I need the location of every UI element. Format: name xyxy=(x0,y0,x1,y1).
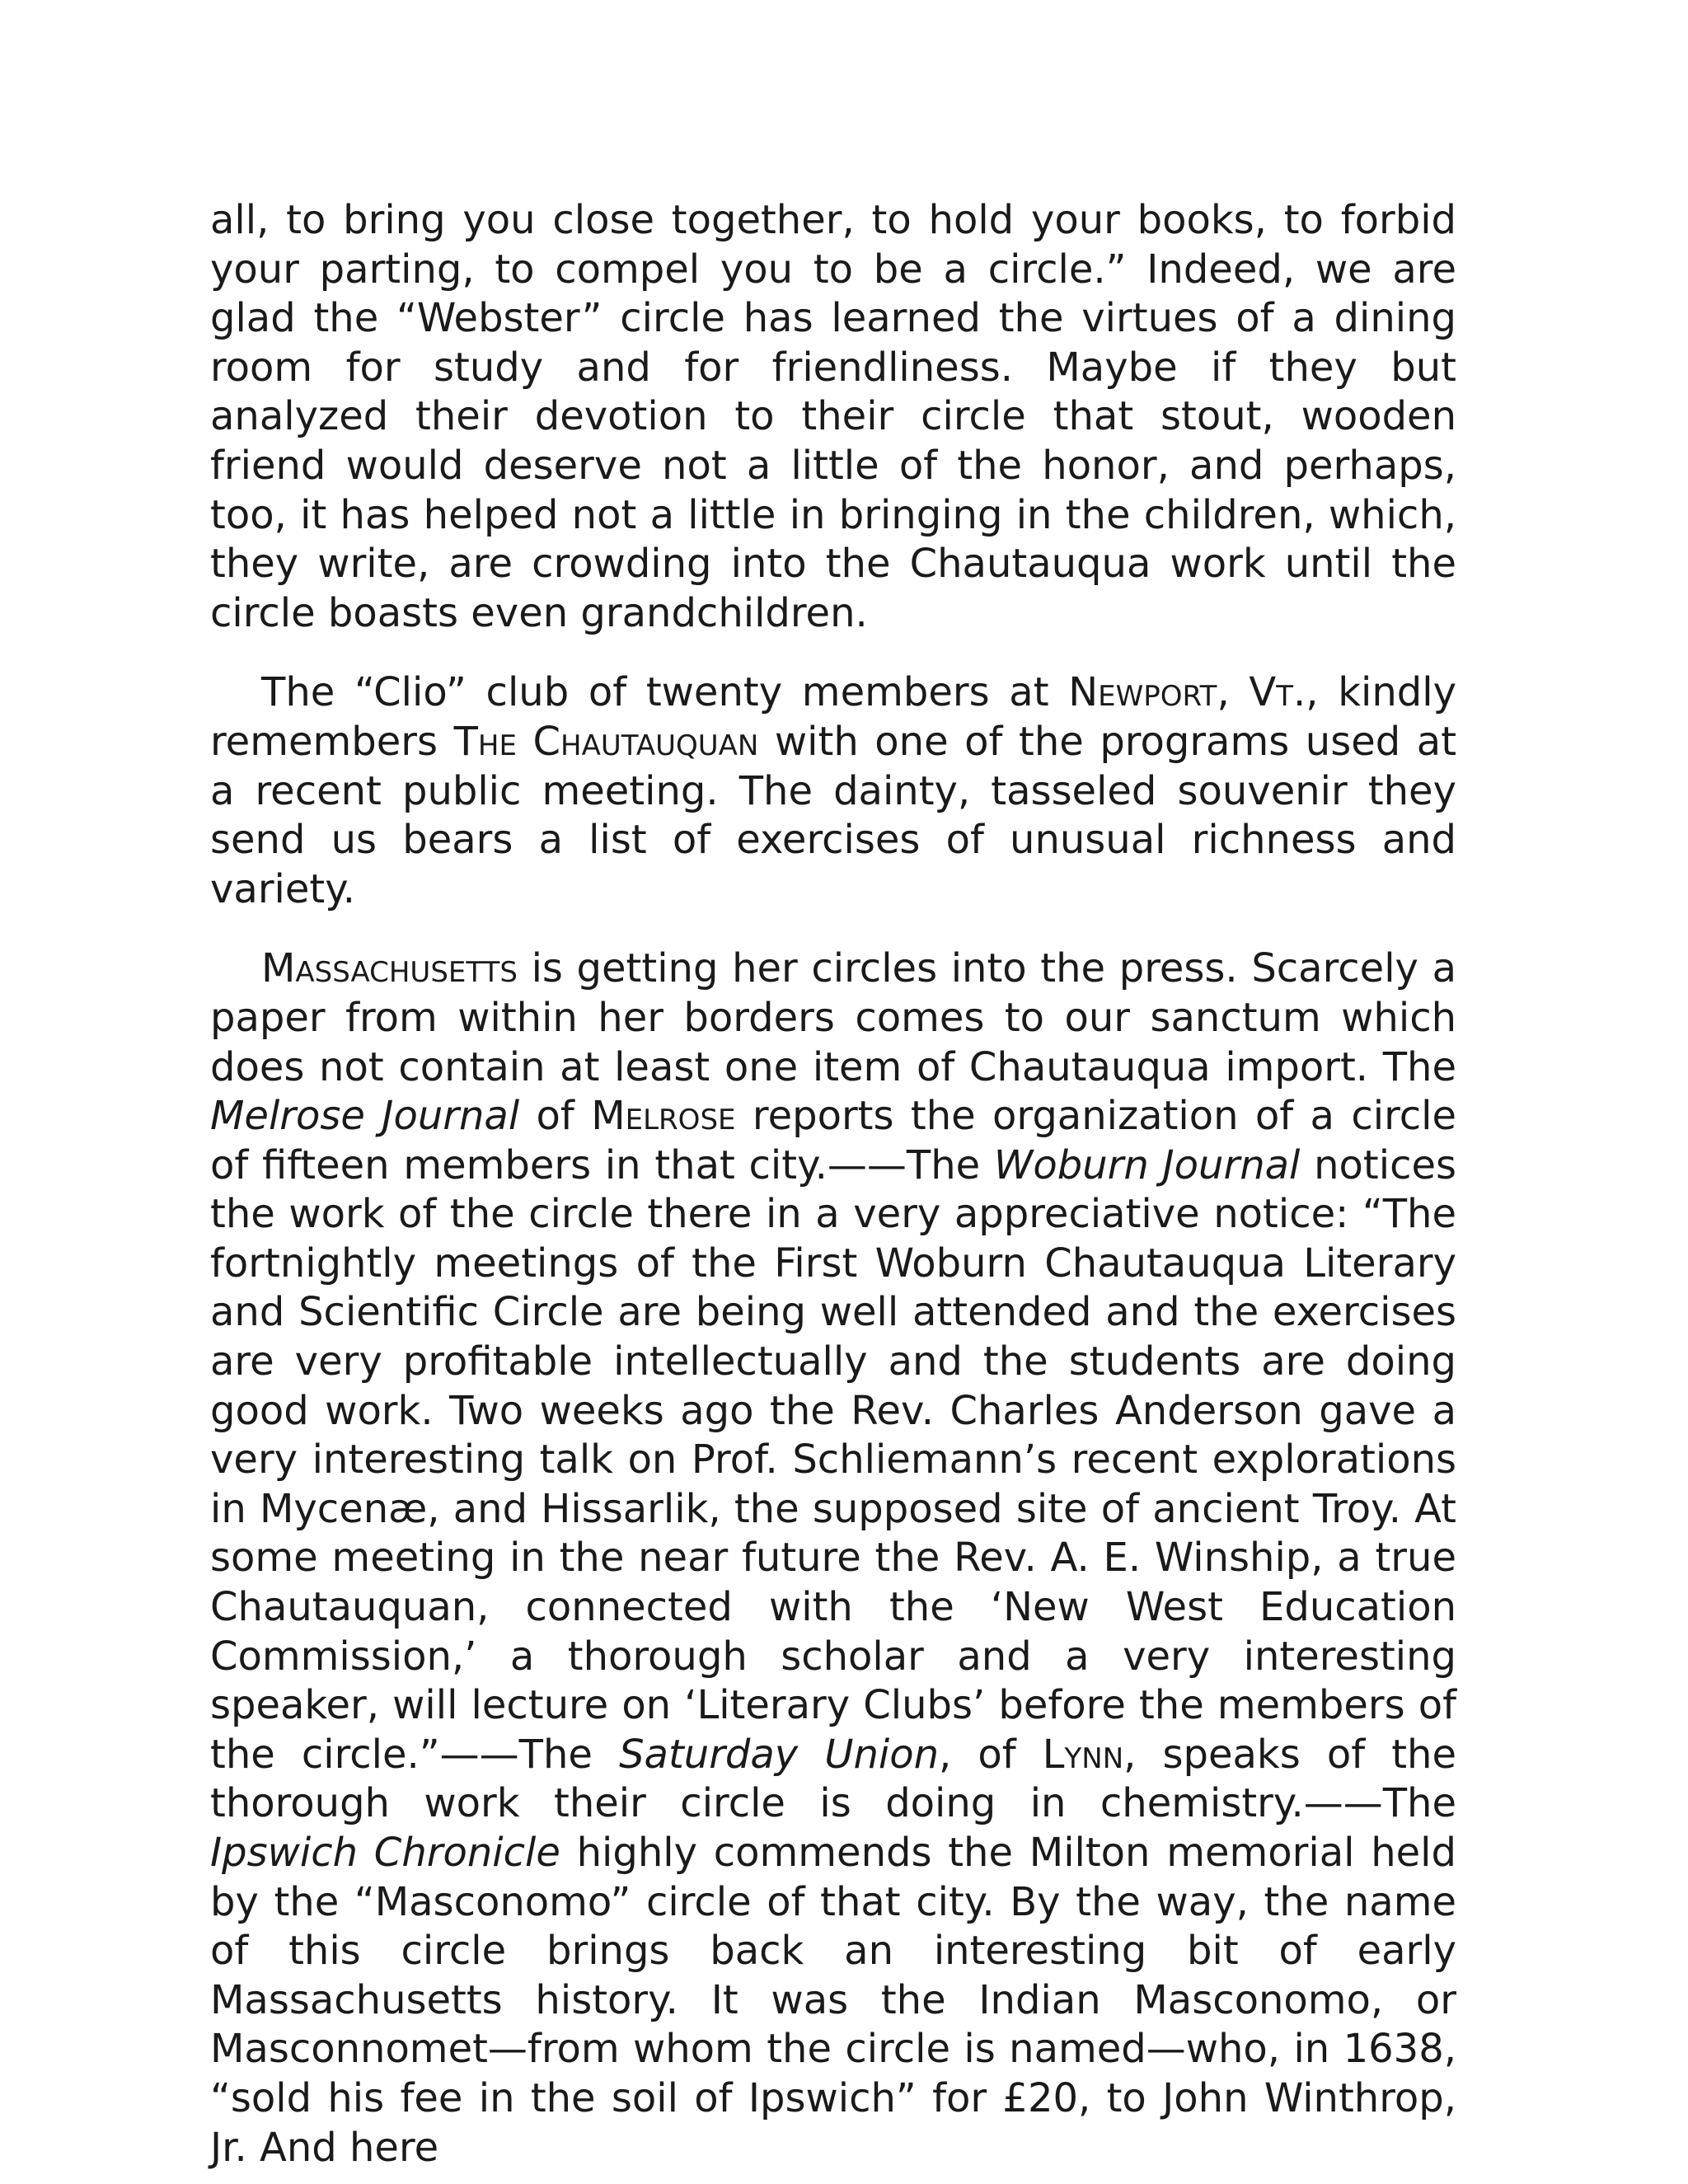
magazine-title: The Chautauquan xyxy=(453,718,759,765)
document-page xyxy=(210,196,1456,2172)
newspaper-title: Saturday Union xyxy=(619,1731,939,1778)
paragraph-webster-circle xyxy=(210,196,1456,638)
text-run: notices the work of the circle there in a very appreciative notice: “The fortnightly meetings of the First Woburn Chautauqua Literary and Scientific Circle are being well attended and the exercises are very profitable intellectually and the students are doing good work. Two weeks ago the Rev. Charles Anderson gave a very interesting talk on Prof. Schliemann’s recent explorations in Mycenæ, and Hissarlik, the supposed site of ancient Troy. At some meeting in the near future the Rev. A. E. Winship, a true Chautauquan, connected with the ‘New West Education Commission,’ a thorough scholar and a very interesting speaker, will lecture on ‘Literary Clubs’ before the members of the circle.”——The xyxy=(210,1141,1456,1778)
place-name-lynn: Lynn xyxy=(1042,1731,1124,1778)
paragraph-text: all, to bring you close together, to hold your books, to forbid your parting, to compel you to be a circle.” Indeed, we are glad the “Webster” circle has learned the virtues of a dining room for study and for friendliness. Maybe if they but analyzed their devotion to their circle that stout, wooden friend would deserve not a little of the honor, and perhaps, too, it has helped not a little in bringing in the children, which, they write, are crowding into the Chautauqua work until the circle boasts even grandchildren. xyxy=(210,197,1456,636)
text-run: , of xyxy=(939,1731,1043,1778)
text-run: with one of the programs used at a recent public meeting. The dainty, tasseled souvenir they send us bears a list of exercises of unusual richness and variety. xyxy=(210,718,1457,912)
text-run: The “Clio” club of twenty members at xyxy=(261,669,1069,716)
newspaper-title: Woburn Journal xyxy=(993,1141,1301,1188)
text-run: , speaks of the thorough work their circle is doing in chemistry.——The xyxy=(210,1731,1456,1827)
text-run: highly commends the Milton memorial held by the “Masconomo” circle of that city. By the way, the name of this circle brings back an interesting bit of early Massachusetts history. It was the Indian Masconomo, or Masconnomet—from whom the circle is named—who, in 1638, “sold his fee in the soil of Ipswich” for £20, to John Winthrop, Jr. And here xyxy=(210,1830,1456,2171)
text-run: reports the organization of a circle of fifteen members in that city.——The xyxy=(210,1093,1457,1188)
newspaper-title: Melrose Journal xyxy=(210,1093,520,1140)
text-run: , kindly remembers xyxy=(210,669,1457,765)
newspaper-title: Ipswich Chronicle xyxy=(210,1830,560,1876)
place-name-melrose: Melrose xyxy=(591,1093,736,1140)
paragraph-massachusetts-circles xyxy=(210,944,1456,2172)
text-run: is getting her circles into the press. Scarcely a paper from within her borders comes to our sanctum which does not contain at least one item of Chautauqua import. The xyxy=(210,945,1456,1090)
place-name-newport: Newport, Vt. xyxy=(1068,669,1306,716)
paragraph-clio-club xyxy=(210,668,1456,914)
state-name: Massachusetts xyxy=(261,945,518,992)
text-run: of xyxy=(519,1093,592,1140)
